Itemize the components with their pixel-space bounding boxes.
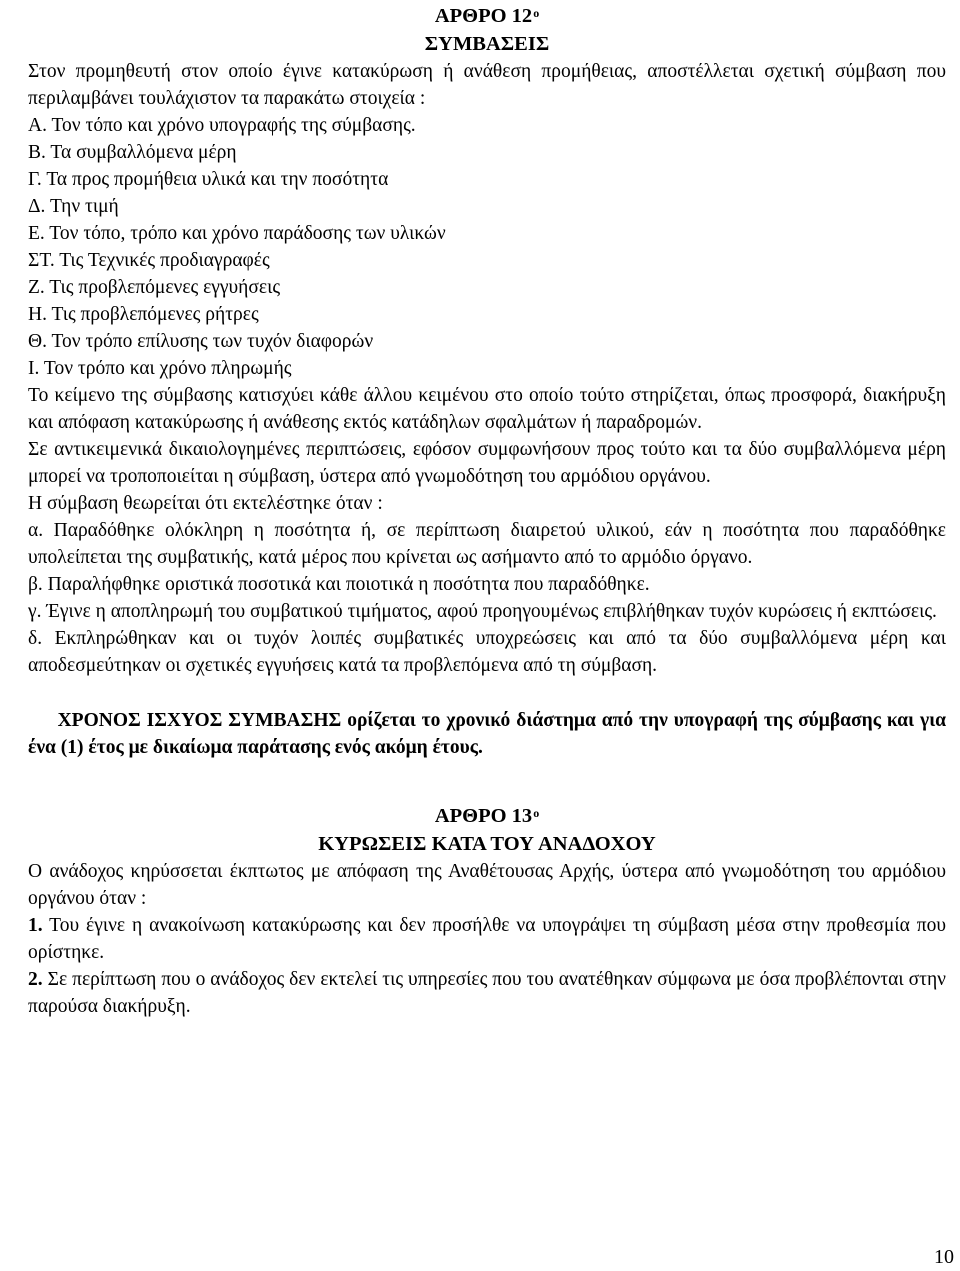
list-item: Ζ. Τις προβλεπόμενες εγγυήσεις bbox=[28, 277, 281, 298]
document-page bbox=[28, 0, 946, 1020]
contract-completion-heading: Η σύμβαση θεωρείται ότι εκτελέστηκε όταν : bbox=[28, 493, 383, 514]
list-item: Η. Τις προβλεπόμενες ρήτρες bbox=[28, 304, 259, 325]
article-12-title: ΑΡΘΡΟ $12^o$ bbox=[434, 5, 540, 27]
completion-condition-b: β. Παραλήφθηκε οριστικά ποσοτικά και ποιοτικά η ποσότητα που παραδόθηκε. bbox=[28, 574, 650, 595]
list-item: Δ. Την τιμή bbox=[28, 196, 119, 217]
list-item: Ι. Τον τρόπο και χρόνο πληρωμής bbox=[28, 358, 292, 379]
article-13-title: ΑΡΘΡΟ $13^o$ bbox=[434, 805, 540, 827]
contract-amendment-paragraph: Σε αντικειμενικά δικαιολογημένες περιπτώσεις, εφόσον συμφωνήσουν προς τούτο και τα δύο συμβαλλόμενα μέρη μπορεί να τροποποιείται η σύμβαση, ύστερα από γνωμοδότηση του αρμόδιου οργάνου. bbox=[28, 439, 946, 487]
list-item: ΣΤ. Τις Τεχνικές προδιαγραφές bbox=[28, 250, 270, 271]
completion-condition-a: α. Παραδόθηκε ολόκληρη η ποσότητα ή, σε περίπτωση διαιρετού υλικού, εάν η ποσότητα που παραδόθηκε υπολείπεται της συμβατικής, κατά μέρος που κρίνεται ως ασήμαντο από το αρμόδιο όργανο. bbox=[28, 520, 946, 568]
list-item: Α. Τον τόπο και χρόνο υπογραφής της σύμβασης. bbox=[28, 115, 416, 136]
list-item: Γ. Τα προς προμήθεια υλικά και την ποσότητα bbox=[28, 169, 389, 190]
article-13-intro: Ο ανάδοχος κηρύσσεται έκπτωτος με απόφαση της Αναθέτουσας Αρχής, ύστερα από γνωμοδότηση του αρμόδιου οργάνου όταν : bbox=[28, 861, 946, 909]
sanction-item-2-number: 2. bbox=[28, 969, 43, 990]
article-12-intro: Στον προμηθευτή στον οποίο έγινε κατακύρωση ή ανάθεση προμήθειας, αποστέλλεται σχετική σύμβαση που περιλαμβάνει τουλάχιστον τα παρακάτω στοιχεία : bbox=[28, 61, 946, 109]
article-13-title-sup: ο bbox=[533, 806, 540, 820]
completion-condition-d: δ. Εκπληρώθηκαν και οι τυχόν λοιπές συμβατικές υποχρεώσεις και από τα δύο συμβαλλόμενα μέρη και αποδεσμεύτηκαν οι σχετικές εγγυήσεις κατά τα προβλεπόμενα από τη σύμβαση. bbox=[28, 628, 946, 676]
completion-condition-c: γ. Έγινε η αποπληρωμή του συμβατικού τιμήματος, αφού προηγουμένως επιβλήθηκαν τυχόν κυρώσεις ή εκπτώσεις. bbox=[28, 601, 937, 622]
contract-duration: ΧΡΟΝΟΣ ΙΣΧΥΟΣ ΣΥΜΒΑΣΗΣ ορίζεται το χρονικό διάστημα από την υπογραφή της σύμβασης και για ένα (1) έτος με δικαίωμα παράτασης ενός ακόμη έτους. bbox=[28, 710, 947, 758]
sanction-item-1: 1. Του έγινε η ανακοίνωση κατακύρωσης και δεν προσήλθε να υπογράψει τη σύμβαση μέσα στην προθεσμία που ορίστηκε. bbox=[28, 915, 946, 963]
article-13-subtitle: ΚΥΡΩΣΕΙΣ ΚΑΤΑ ΤΟΥ ΑΝΑΔΟΧΟΥ bbox=[318, 833, 656, 855]
sanction-item-1-number: 1. bbox=[28, 915, 43, 936]
article-12-title-sup: ο bbox=[533, 6, 540, 20]
contract-elements-list bbox=[28, 112, 946, 382]
list-item: Β. Τα συμβαλλόμενα μέρη bbox=[28, 142, 237, 163]
list-item: Θ. Τον τρόπο επίλυσης των τυχόν διαφορών bbox=[28, 331, 374, 352]
page-number: 10 bbox=[934, 1246, 954, 1268]
article-12-subtitle: ΣΥΜΒΑΣΕΙΣ bbox=[424, 33, 550, 55]
sanction-item-2: 2. Σε περίπτωση που ο ανάδοχος δεν εκτελεί τις υπηρεσίες που του ανατέθηκαν σύμφωνα με όσα προβλέπονται στην παρούσα διακήρυξη. bbox=[28, 969, 946, 1017]
list-item: Ε. Τον τόπο, τρόπο και χρόνο παράδοσης των υλικών bbox=[28, 223, 446, 244]
contract-precedence-paragraph: Το κείμενο της σύμβασης κατισχύει κάθε άλλου κειμένου στο οποίο τούτο στηρίζεται, όπως προσφορά, διακήρυξη και απόφαση κατακύρωσης ή ανάθεσης εκτός κατάδηλων σφαλμάτων ή παραδρομών. bbox=[28, 385, 946, 433]
